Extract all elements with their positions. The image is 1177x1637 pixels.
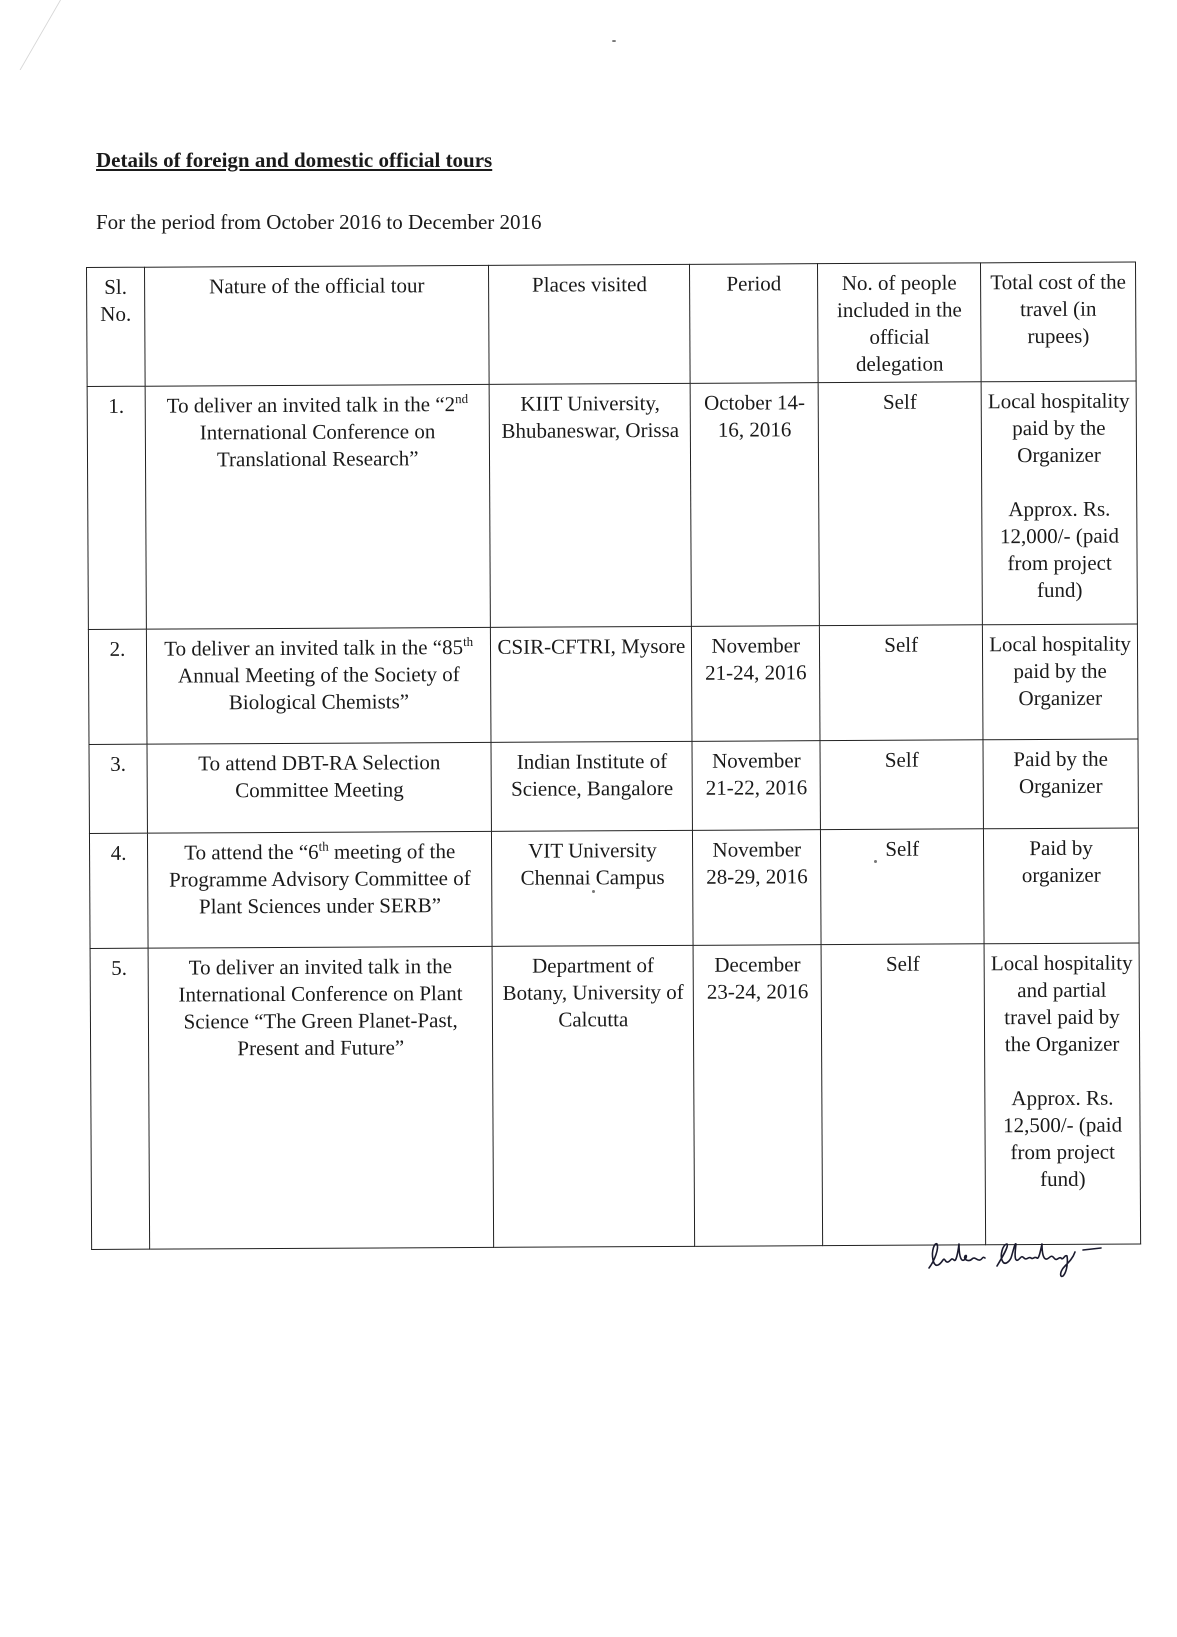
cell-people: Self — [818, 382, 982, 626]
cell-nature: To deliver an invited talk in the International Conference on Plant Science “The Green Planet-Past, Present and Future” — [148, 946, 494, 1249]
scan-corner-mark — [0, 0, 61, 70]
nature-text-rest: International Conference on Translational Research” — [199, 419, 436, 472]
scan-speck — [612, 40, 616, 42]
cell-nature: To attend DBT-RA Selection Committee Meeting — [147, 742, 492, 833]
cell-period: October 14-16, 2016 — [690, 383, 819, 627]
nature-text: To deliver an invited talk in the “2 — [166, 392, 456, 418]
header-nature: Nature of the official tour — [144, 265, 489, 386]
table-row — [89, 828, 1139, 948]
nature-sup: nd — [455, 391, 469, 407]
header-cost: Total cost of the travel (in rupees) — [981, 262, 1137, 382]
cell-nature — [145, 384, 491, 629]
cell-places: KIIT University, Bhubaneswar, Orissa — [490, 383, 692, 627]
cell-places: VIT University Chennai Campus — [492, 830, 693, 946]
cell-sl: 3. — [89, 744, 147, 833]
table-row — [87, 381, 1137, 629]
cell-sl: 5. — [90, 948, 150, 1249]
cost-extra: Approx. Rs. 12,000/- (paid from project fund) — [999, 496, 1120, 603]
nature-text: To attend the “6 — [184, 839, 319, 865]
table-row — [88, 624, 1138, 744]
header-period: Period — [690, 264, 819, 384]
cell-places: Department of Botany, University of Calcutta — [493, 945, 695, 1247]
table-row — [90, 943, 1141, 1249]
cell-cost — [981, 381, 1137, 625]
document-title: Details of foreign and domestic official tours — [96, 148, 493, 172]
nature-sup: th — [318, 838, 329, 854]
cell-period: November 28-29, 2016 — [693, 830, 822, 946]
cell-places: CSIR-CFTRI, Mysore — [491, 626, 692, 742]
table-row — [89, 739, 1138, 833]
cell-period: December 23-24, 2016 — [693, 945, 823, 1247]
header-sl-no: Sl. No. — [87, 267, 146, 386]
handwritten-signature — [925, 1230, 1115, 1280]
scan-speck — [874, 860, 877, 863]
tours-table — [86, 262, 1141, 1250]
cell-people: Self — [821, 829, 984, 945]
nature-sup: th — [463, 633, 474, 650]
table-header-row — [87, 262, 1137, 386]
cell-places: Indian Institute of Science, Bangalore — [491, 741, 692, 831]
cell-sl: 4. — [89, 833, 148, 948]
header-people: No. of people included in the official delegation — [818, 263, 981, 383]
cell-cost: Paid by organizer — [984, 828, 1140, 944]
cell-cost: Paid by the Organizer — [983, 739, 1138, 829]
cost-text: Local hospitality and partial travel paid by the Organizer — [990, 950, 1133, 1057]
cell-people: Self — [821, 944, 985, 1246]
scan-speck — [592, 890, 595, 893]
header-places: Places visited — [489, 264, 690, 384]
cost-extra: Approx. Rs. 12,500/- (paid from project fund) — [1002, 1085, 1123, 1192]
cell-period: November 21-22, 2016 — [692, 741, 820, 831]
nature-text: To deliver an invited talk in the “85 — [164, 635, 464, 661]
nature-text-rest: Annual Meeting of the Society of Biological Chemists” — [177, 662, 460, 715]
cell-nature — [146, 627, 491, 744]
cell-cost — [984, 943, 1140, 1245]
nature-text-rest: meeting of the Programme Advisory Committee of Plant Sciences under SERB” — [169, 839, 471, 919]
cell-people: Self — [820, 625, 983, 741]
cell-period: November 21-24, 2016 — [692, 626, 821, 742]
cell-sl: 2. — [88, 629, 147, 744]
cell-cost: Local hospitality paid by the Organizer — [982, 624, 1138, 740]
reporting-period: For the period from October 2016 to December 2016 — [96, 210, 542, 234]
cell-sl: 1. — [87, 386, 146, 629]
cost-text: Local hospitality paid by the Organizer — [987, 388, 1130, 468]
cell-nature — [147, 831, 492, 948]
cell-people: Self — [820, 740, 983, 830]
